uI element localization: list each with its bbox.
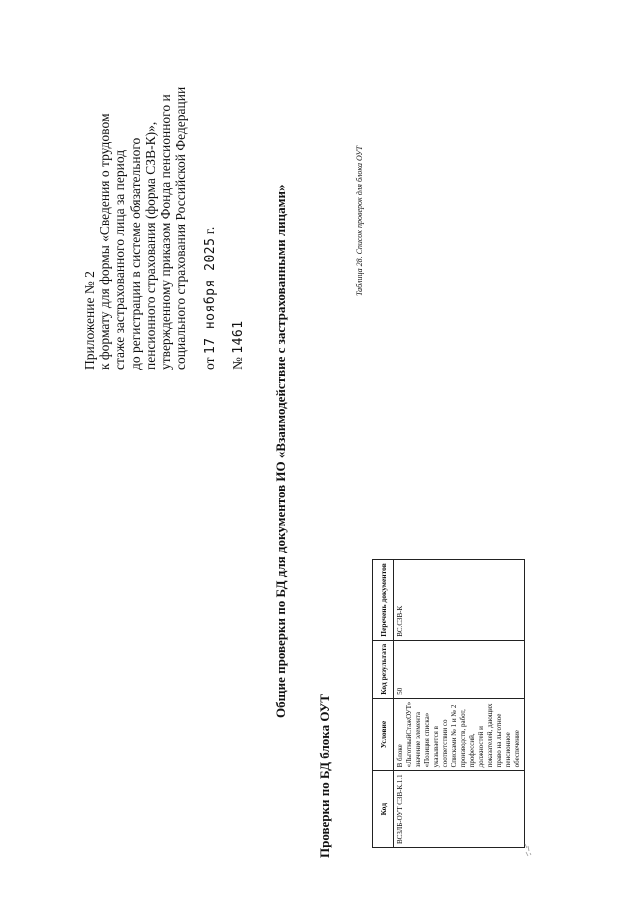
- appendix-date: [202, 227, 218, 370]
- appendix-header: [82, 87, 188, 370]
- header-result-code: Код результата: [373, 640, 394, 698]
- appendix-line: пенсионного страхования (форма СЗВ-К)»,: [142, 121, 158, 370]
- header-code: Код: [373, 771, 394, 848]
- appendix-number: [230, 320, 246, 370]
- cell-code: ВСЗЛБ-ОУТ СЗВ-К.1.1: [394, 771, 525, 848]
- cell-result-code: 50: [394, 640, 525, 698]
- date-value: 17 ноября 2025: [203, 237, 218, 355]
- checks-table-wrapper: [372, 559, 525, 848]
- section-title: Проверки по БД блока ОУТ: [317, 694, 332, 858]
- checks-table: [372, 559, 525, 848]
- date-prefix: от: [202, 357, 217, 370]
- appendix-line: к формату для формы «Сведения о трудовом: [97, 113, 113, 370]
- appendix-line: до регистрации в системе обязательного: [127, 137, 143, 370]
- appendix-line: социального страхования Российской Федерации: [173, 86, 189, 370]
- appendix-line: Приложение № 2: [82, 271, 97, 370]
- cell-condition: В блоке «ЛьготныйСтажОУТ» значение элемента «Позиция списка» указывается в соответствии со Списками № 1 и № 2 производств, работ, профессий, должностей и показателей, дающих право на льготное пенсионное обеспечение: [394, 698, 525, 771]
- header-documents: Перечень документов: [373, 560, 394, 641]
- table-header-row: [373, 560, 394, 848]
- appendix-line: стаже застрахованного лица за период: [112, 149, 128, 370]
- date-suffix: г.: [202, 226, 217, 235]
- header-condition: Условие: [373, 698, 394, 771]
- cell-documents: ВС.СЗВ-К: [394, 560, 525, 641]
- number-prefix: №: [230, 357, 245, 370]
- number-value: 1461: [231, 320, 246, 354]
- table-caption: Таблица 28. Список проверок для блока ОУТ: [355, 145, 364, 296]
- pen-mark: [522, 842, 534, 858]
- appendix-line: утвержденному приказом Фонда пенсионного и: [158, 94, 174, 370]
- document-title: Общие проверки по БД для документов ИО «Взаимодействие с застрахованными лицами»: [273, 184, 288, 718]
- table-row: [394, 560, 525, 848]
